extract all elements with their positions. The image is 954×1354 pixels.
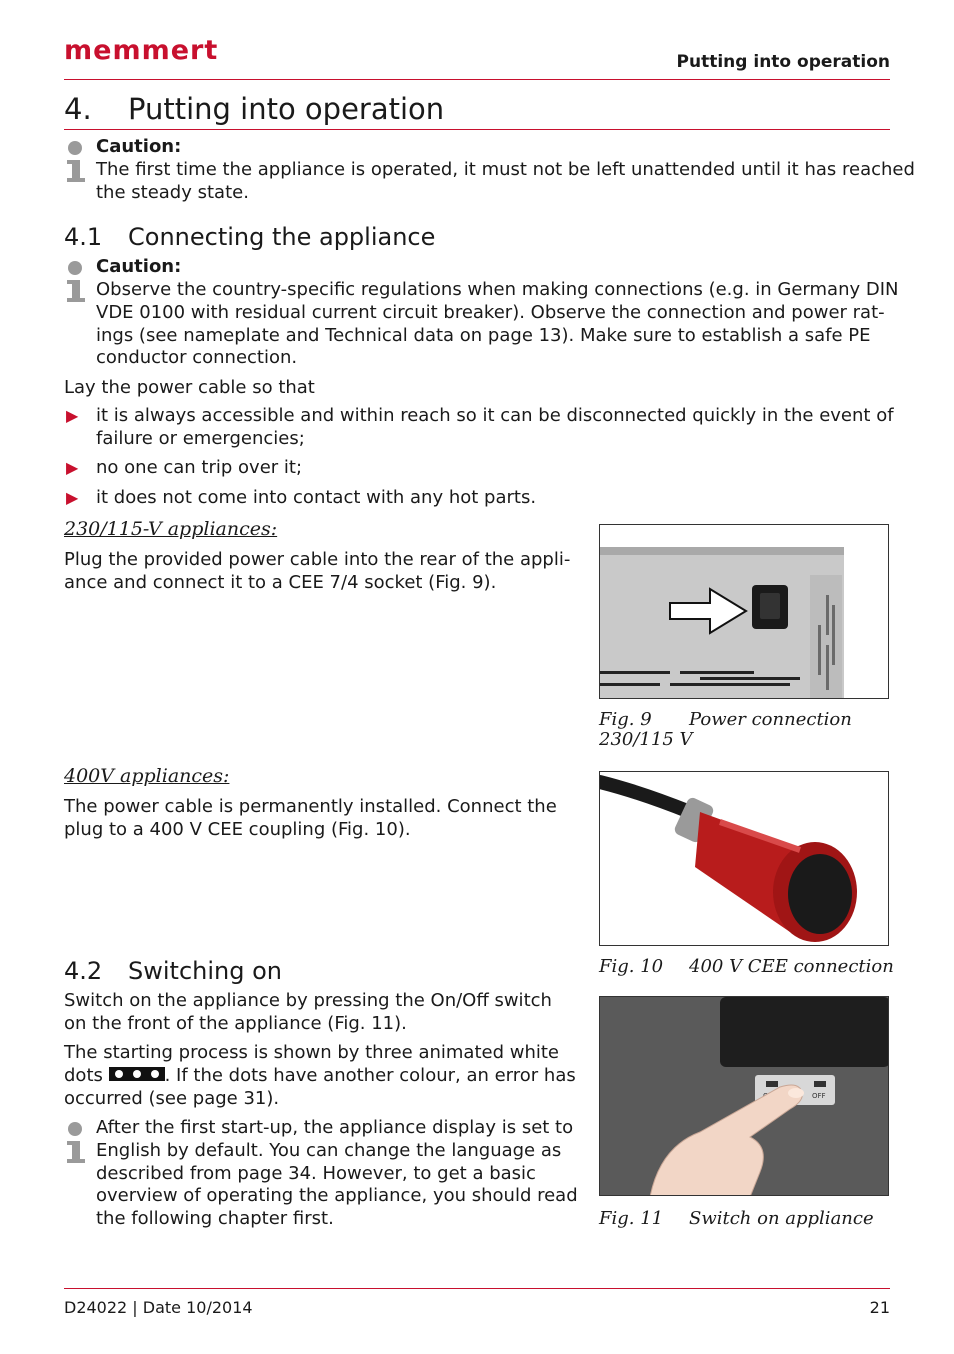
- section-number: 4.2: [64, 957, 103, 985]
- section-number: 4.: [64, 92, 92, 126]
- note-text: described from page 34. However, to get a basic: [96, 1163, 536, 1184]
- info-icon: [64, 260, 88, 304]
- section-title: Connecting the appliance: [128, 223, 436, 251]
- paragraph-400v: plug to a 400 V CEE coupling (Fig. 10).: [64, 819, 411, 840]
- caution-text: Observe the country-specific regulations when making connections (e.g. in Germany DIN: [96, 279, 899, 300]
- off-label: OFF: [812, 1092, 826, 1100]
- note-text: overview of operating the appliance, you should read: [96, 1185, 578, 1206]
- section-number: 4.1: [64, 223, 103, 251]
- bullet-text: failure or emergencies;: [96, 428, 305, 449]
- figure-caption: Switch on appliance: [689, 1208, 874, 1229]
- three-dots-icon: [109, 1067, 165, 1081]
- info-icon: [64, 140, 88, 184]
- caution-text: The first time the appliance is operated, it must not be left unattended until it has reached: [96, 159, 915, 180]
- paragraph-230v: ance and connect it to a CEE 7/4 socket (Fig. 9).: [64, 572, 497, 593]
- bullet-arrow-icon: ▶: [66, 406, 79, 425]
- control-panel-illustration: [600, 997, 889, 1196]
- section-4-1-heading: [64, 223, 435, 251]
- caution-text: VDE 0100 with residual current circuit breaker). Observe the connection and power rat-: [96, 302, 885, 323]
- bullet-text: no one can trip over it;: [96, 457, 303, 478]
- note-text: English by default. You can change the language as: [96, 1140, 562, 1161]
- section-title: Putting into operation: [128, 92, 445, 126]
- section-4-2-heading: [64, 957, 282, 985]
- figure-label: Fig. 9: [599, 709, 652, 730]
- paragraph-start-process: [64, 1065, 576, 1088]
- memmert-logo: memmert: [64, 35, 219, 66]
- paragraph-switch-on: on the front of the appliance (Fig. 11).: [64, 1013, 407, 1034]
- footer-doc-info: D24022 | Date 10/2014: [64, 1298, 253, 1317]
- caution-label: Caution:: [96, 136, 182, 157]
- caution-label: Caution:: [96, 256, 182, 277]
- figure-9-caption: [599, 710, 852, 730]
- footer-rule: [64, 1288, 890, 1289]
- caution-text: the steady state.: [96, 182, 249, 203]
- text-fragment: dots: [64, 1065, 103, 1086]
- section-title: Switching on: [128, 957, 282, 985]
- section-4-heading: [64, 92, 444, 126]
- note-text: the following chapter first.: [96, 1208, 334, 1229]
- caution-text: conductor connection.: [96, 347, 298, 368]
- paragraph-start-process: occurred (see page 31).: [64, 1088, 280, 1109]
- paragraph-400v: The power cable is permanently installed. Connect the: [64, 796, 557, 817]
- figure-11-switch-on: [599, 996, 889, 1196]
- paragraph-switch-on: Switch on the appliance by pressing the On/Off switch: [64, 990, 552, 1011]
- page-number: 21: [869, 1298, 890, 1317]
- appliance-rear-illustration: [600, 525, 889, 699]
- bullet-arrow-icon: ▶: [66, 458, 79, 477]
- figure-caption: Power connection: [689, 709, 852, 730]
- cee-plug-illustration: [600, 772, 889, 946]
- subheading-400v: 400V appliances:: [64, 765, 230, 787]
- header-rule: [64, 79, 890, 80]
- figure-10-cee-plug: [599, 771, 889, 946]
- note-text: After the first start-up, the appliance display is set to: [96, 1117, 574, 1138]
- info-icon: [64, 1121, 88, 1165]
- bullet-text: it is always accessible and within reach so it can be disconnected quickly in the event of: [96, 405, 894, 426]
- subheading-230v: 230/115-V appliances:: [64, 518, 278, 540]
- figure-label: Fig. 11: [599, 1208, 664, 1229]
- figure-9-power-connection: [599, 524, 889, 699]
- running-title: Putting into operation: [676, 52, 890, 72]
- text-fragment: . If the dots have another colour, an error has: [164, 1065, 576, 1086]
- figure-caption: 400 V CEE connection: [689, 956, 894, 977]
- cable-intro: Lay the power cable so that: [64, 377, 315, 398]
- caution-text: ings (see nameplate and Technical data on page 13). Make sure to establish a safe PE: [96, 325, 871, 346]
- figure-11-caption: [599, 1209, 874, 1229]
- figure-9-caption-line2: 230/115 V: [599, 729, 693, 750]
- bullet-text: it does not come into contact with any hot parts.: [96, 487, 537, 508]
- figure-label: Fig. 10: [599, 956, 664, 977]
- paragraph-start-process: The starting process is shown by three animated white: [64, 1042, 560, 1063]
- bullet-arrow-icon: ▶: [66, 488, 79, 507]
- figure-10-caption: [599, 957, 894, 977]
- paragraph-230v: Plug the provided power cable into the rear of the appli-: [64, 549, 571, 570]
- heading-rule: [64, 129, 890, 130]
